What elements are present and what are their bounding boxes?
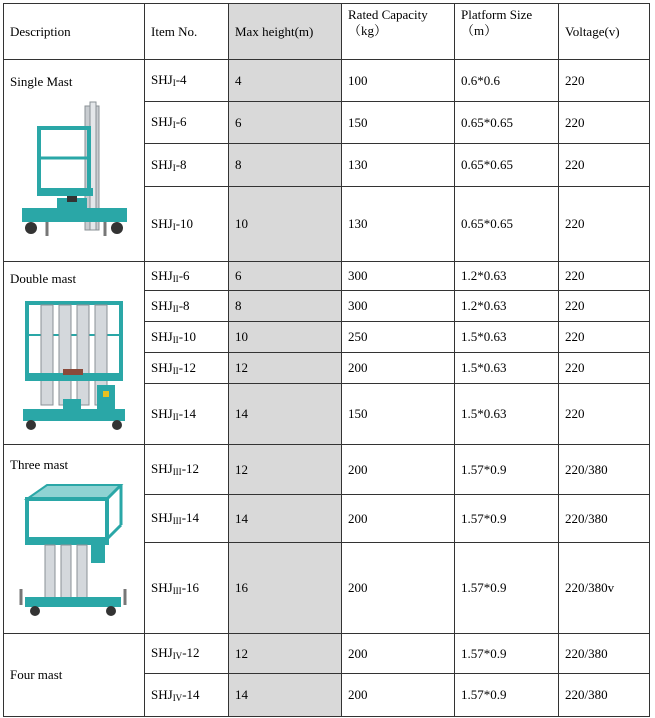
voltage-cell: 220 [559,60,650,102]
item-prefix: SHJ [151,267,173,283]
header-item-no: Item No. [145,4,229,60]
platform-cell: 1.5*0.63 [455,322,559,353]
item-prefix: SHJ [151,461,173,476]
item-roman: IV [172,651,183,661]
item-no-cell [145,60,229,102]
item-suffix: -14 [182,686,200,702]
item-no-cell [145,543,229,634]
item-roman: I [172,221,176,232]
platform-cell: 1.2*0.63 [455,291,559,322]
item-no-cell [145,634,229,674]
capacity-cell: 100 [342,60,455,102]
voltage-cell: 220/380 [559,674,650,717]
platform-cell: 1.57*0.9 [455,445,559,495]
capacity-cell: 200 [342,634,455,674]
three-mast-lift-image [17,481,132,621]
platform-cell: 1.5*0.63 [455,384,559,445]
item-prefix: SHJ [151,215,173,231]
header-rated-capacity-line2: （kg） [348,23,388,38]
capacity-cell: 130 [342,144,455,187]
max-height-cell: 8 [229,144,342,187]
single-mast-lift-image [17,98,132,248]
item-no-cell [145,291,229,322]
item-suffix: -12 [178,359,197,375]
item-roman: II [172,334,179,345]
max-height-cell: 4 [229,60,342,102]
max-height-cell: 10 [229,187,342,262]
capacity-cell: 200 [342,495,455,543]
header-max-height: Max height(m) [229,4,342,60]
item-suffix: -8 [175,156,187,172]
capacity-cell: 200 [342,674,455,717]
max-height-cell: 8 [229,291,342,322]
max-height-cell: 12 [229,634,342,674]
item-prefix: SHJ [151,579,173,595]
voltage-cell: 220 [559,102,650,144]
group-four-mast [4,634,145,717]
item-suffix: -16 [181,579,200,595]
item-roman: III [172,467,182,477]
item-roman: II [172,303,179,314]
item-suffix: -4 [175,72,187,87]
header-platform-size [455,4,559,60]
item-prefix: SHJ [151,645,173,660]
capacity-cell: 300 [342,291,455,322]
voltage-cell: 220 [559,144,650,187]
header-voltage: Voltage(v) [559,4,650,60]
max-height-cell: 14 [229,495,342,543]
capacity-cell: 250 [342,322,455,353]
item-suffix: -14 [178,405,197,421]
voltage-cell: 220 [559,322,650,353]
group-label: Single Mast [10,73,73,89]
item-no-cell [145,353,229,384]
table-row [4,60,650,102]
platform-cell: 1.5*0.63 [455,353,559,384]
item-suffix: -8 [178,297,190,313]
item-roman: I [172,78,176,88]
double-mast-lift-image [19,295,129,435]
max-height-cell: 6 [229,262,342,291]
voltage-cell: 220 [559,384,650,445]
capacity-cell: 200 [342,543,455,634]
capacity-cell: 150 [342,384,455,445]
voltage-cell: 220 [559,262,650,291]
header-platform-size-line1: Platform Size [461,7,533,22]
item-roman: IV [172,692,183,703]
voltage-cell: 220/380v [559,543,650,634]
item-suffix: -10 [175,215,194,231]
item-roman: II [172,411,179,422]
item-suffix: -6 [175,114,187,129]
item-suffix: -6 [178,267,190,283]
item-roman: II [172,273,179,284]
item-prefix: SHJ [151,297,173,313]
platform-cell: 1.57*0.9 [455,495,559,543]
platform-cell: 1.57*0.9 [455,674,559,717]
group-label: Four mast [10,667,63,682]
voltage-cell: 220/380 [559,634,650,674]
voltage-cell: 220 [559,353,650,384]
voltage-cell: 220 [559,291,650,322]
platform-cell: 1.57*0.9 [455,543,559,634]
max-height-cell: 10 [229,322,342,353]
item-no-cell [145,445,229,495]
item-prefix: SHJ [151,510,173,525]
item-roman: I [172,162,176,173]
max-height-cell: 16 [229,543,342,634]
platform-cell: 0.6*0.6 [455,60,559,102]
item-no-cell [145,322,229,353]
item-roman: III [172,585,182,596]
capacity-cell: 130 [342,187,455,262]
header-platform-size-line2: （m） [461,23,498,38]
item-suffix: -14 [181,510,200,525]
item-no-cell [145,674,229,717]
table-row [4,634,650,674]
item-suffix: -12 [182,645,200,660]
voltage-cell: 220/380 [559,445,650,495]
spec-table [3,3,650,717]
platform-cell: 1.57*0.9 [455,634,559,674]
capacity-cell: 150 [342,102,455,144]
group-label: Three mast [10,457,69,472]
max-height-cell: 12 [229,445,342,495]
max-height-cell: 12 [229,353,342,384]
item-prefix: SHJ [151,405,173,421]
group-label: Double mast [10,271,77,286]
voltage-cell: 220/380 [559,495,650,543]
voltage-cell: 220 [559,187,650,262]
item-suffix: -12 [181,461,200,476]
platform-cell: 0.65*0.65 [455,144,559,187]
group-single-mast [4,60,145,262]
header-row [4,4,650,60]
item-roman: I [172,120,176,130]
item-prefix: SHJ [151,114,173,129]
item-prefix: SHJ [151,72,173,87]
table-row [4,445,650,495]
item-prefix: SHJ [151,686,173,702]
header-description: Description [4,4,145,60]
max-height-cell: 14 [229,674,342,717]
item-no-cell [145,384,229,445]
item-no-cell [145,102,229,144]
capacity-cell: 200 [342,445,455,495]
header-rated-capacity [342,4,455,60]
header-rated-capacity-line1: Rated Capacity [348,7,428,22]
item-no-cell [145,262,229,291]
item-roman: III [172,516,182,526]
item-no-cell [145,187,229,262]
item-suffix: -10 [178,328,197,344]
capacity-cell: 200 [342,353,455,384]
item-no-cell [145,144,229,187]
max-height-cell: 6 [229,102,342,144]
group-double-mast [4,262,145,445]
item-prefix: SHJ [151,328,173,344]
item-roman: II [172,365,179,376]
max-height-cell: 14 [229,384,342,445]
platform-cell: 0.65*0.65 [455,187,559,262]
capacity-cell: 300 [342,262,455,291]
group-three-mast [4,445,145,634]
item-prefix: SHJ [151,156,173,172]
table-row [4,262,650,291]
item-prefix: SHJ [151,359,173,375]
item-no-cell [145,495,229,543]
platform-cell: 1.2*0.63 [455,262,559,291]
platform-cell: 0.65*0.65 [455,102,559,144]
